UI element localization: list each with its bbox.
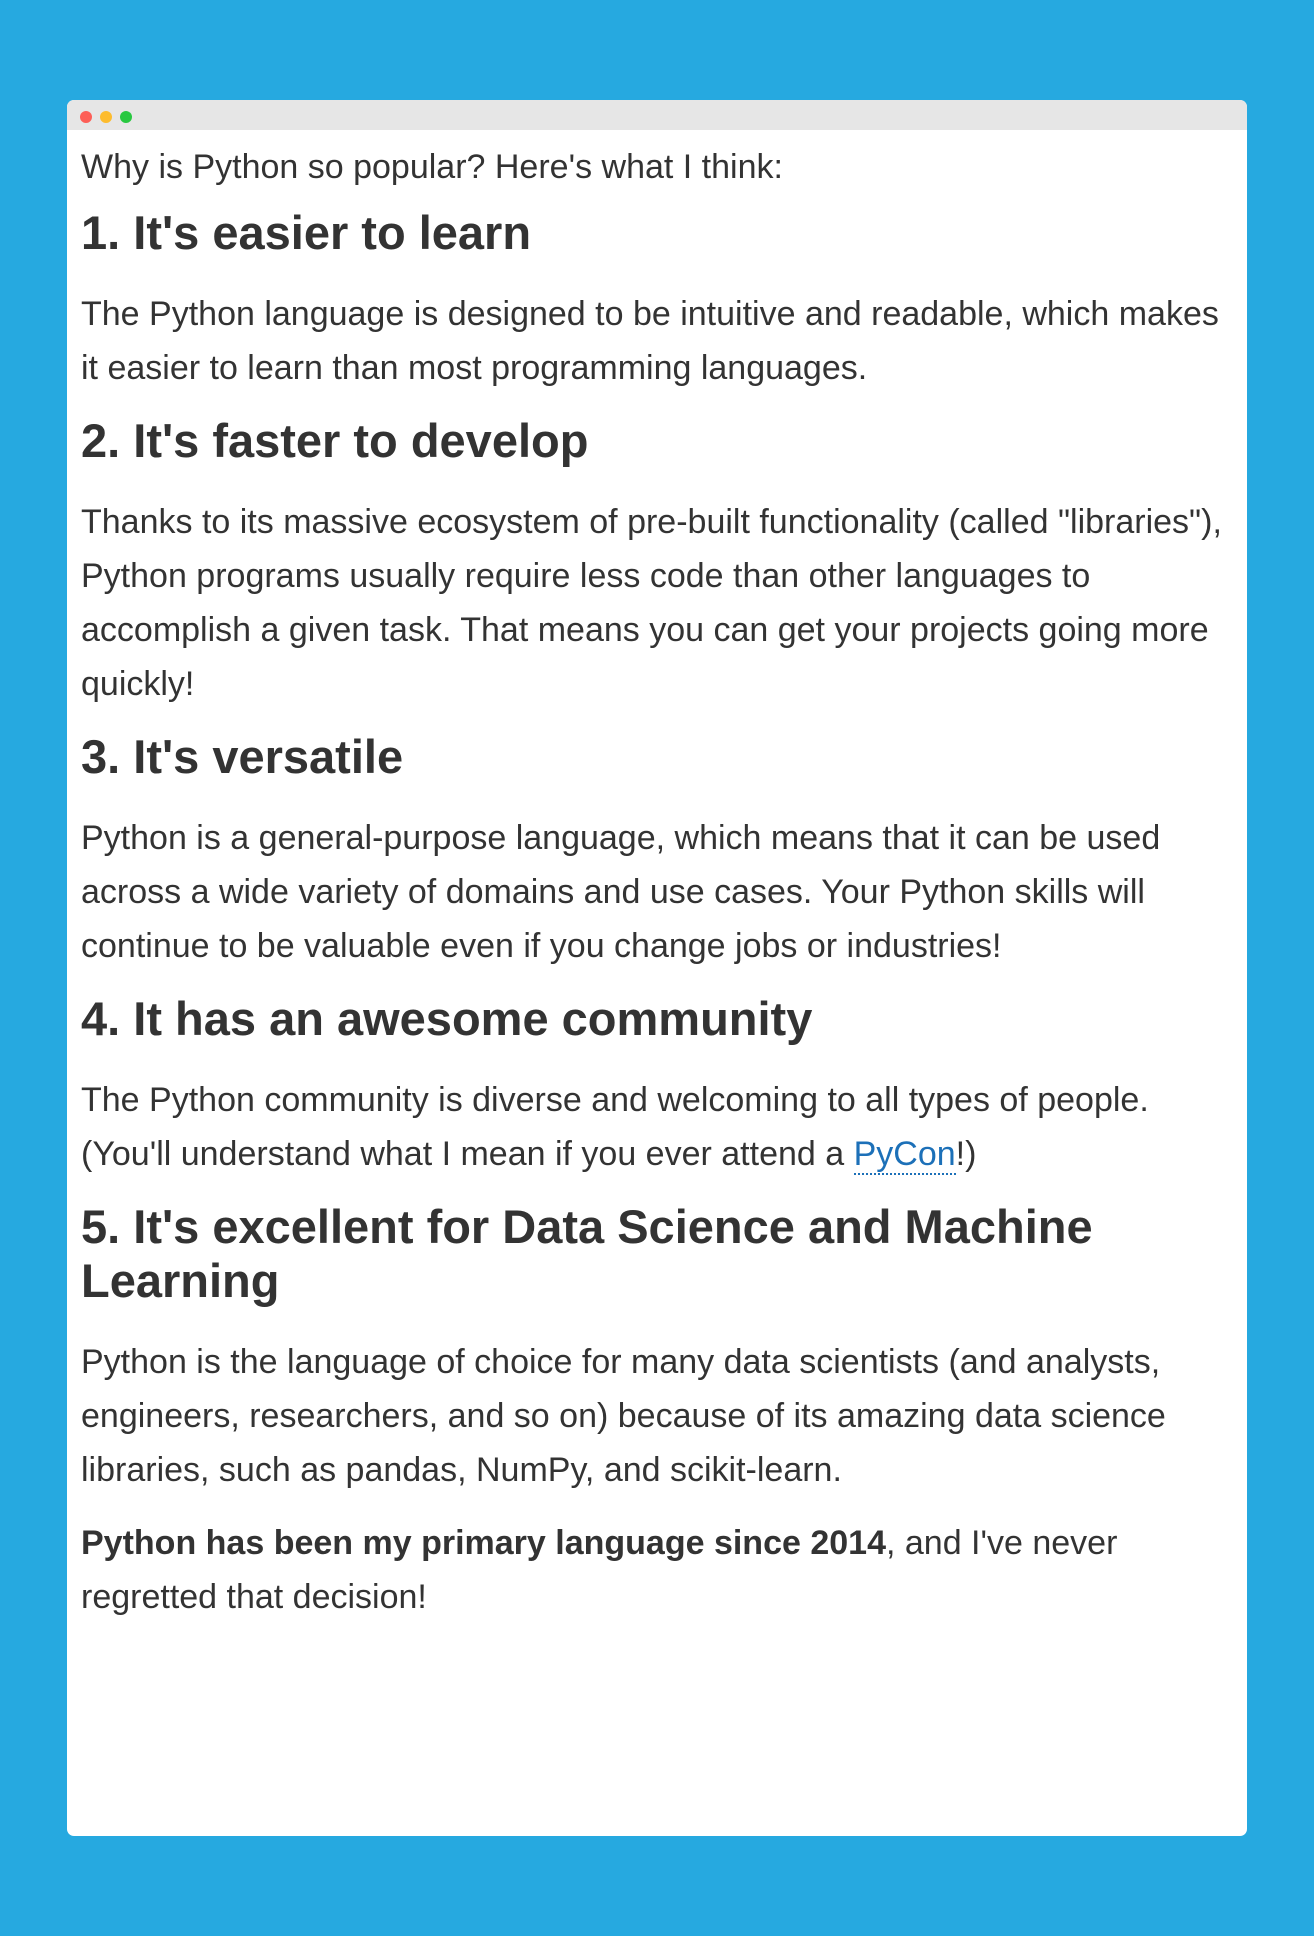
zoom-window-icon[interactable] [120,111,132,123]
article-content [67,130,1247,1624]
close-window-icon[interactable] [80,111,92,123]
minimize-window-icon[interactable] [100,111,112,123]
paragraph-versatile: Python is a general-purpose language, which means that it can be used across a wide variety of domains and use cases. Your Python skills will continue to be valuable even if you change jobs or industries! [81,819,1161,965]
closing-rest-text: , and I've never regretted that decision! [81,1524,1118,1616]
intro-text: Why is Python so popular? Here's what I think: [81,148,783,186]
pycon-link[interactable]: PyCon [853,1135,956,1173]
paragraph-data-science: Python is the language of choice for many data scientists (and analysts, engineers, researchers, and so on) because of its amazing data science libraries, such as pandas, NumPy, and scikit-learn. [81,1343,1166,1489]
heading-data-science: 5. It's excellent for Data Science and Machine Learning [81,1200,1093,1307]
closing-bold-text: Python has been my primary language since 2014 [81,1524,886,1562]
paragraph-easier-to-learn: The Python language is designed to be intuitive and readable, which makes it easier to learn than most programming languages. [81,295,1219,387]
heading-versatile: 3. It's versatile [81,730,404,783]
browser-window [67,100,1247,1836]
closing-paragraph [81,1516,1233,1624]
heading-faster-to-develop: 2. It's faster to develop [81,414,589,467]
window-titlebar [67,100,1247,130]
heading-community: 4. It has an awesome community [81,992,813,1045]
paragraph-community [81,1073,1233,1181]
paragraph-faster-to-develop: Thanks to its massive ecosystem of pre-built functionality (called "libraries"), Python programs usually require less code than other languages to accomplish a given task. That means you can get your projects going more quickly! [81,503,1222,703]
heading-easier-to-learn: 1. It's easier to learn [81,206,532,259]
community-text-before-link: The Python community is diverse and welcoming to all types of people. (You'll understand what I mean if you ever attend a [81,1081,1149,1173]
community-text-after-link: !) [955,1135,977,1173]
